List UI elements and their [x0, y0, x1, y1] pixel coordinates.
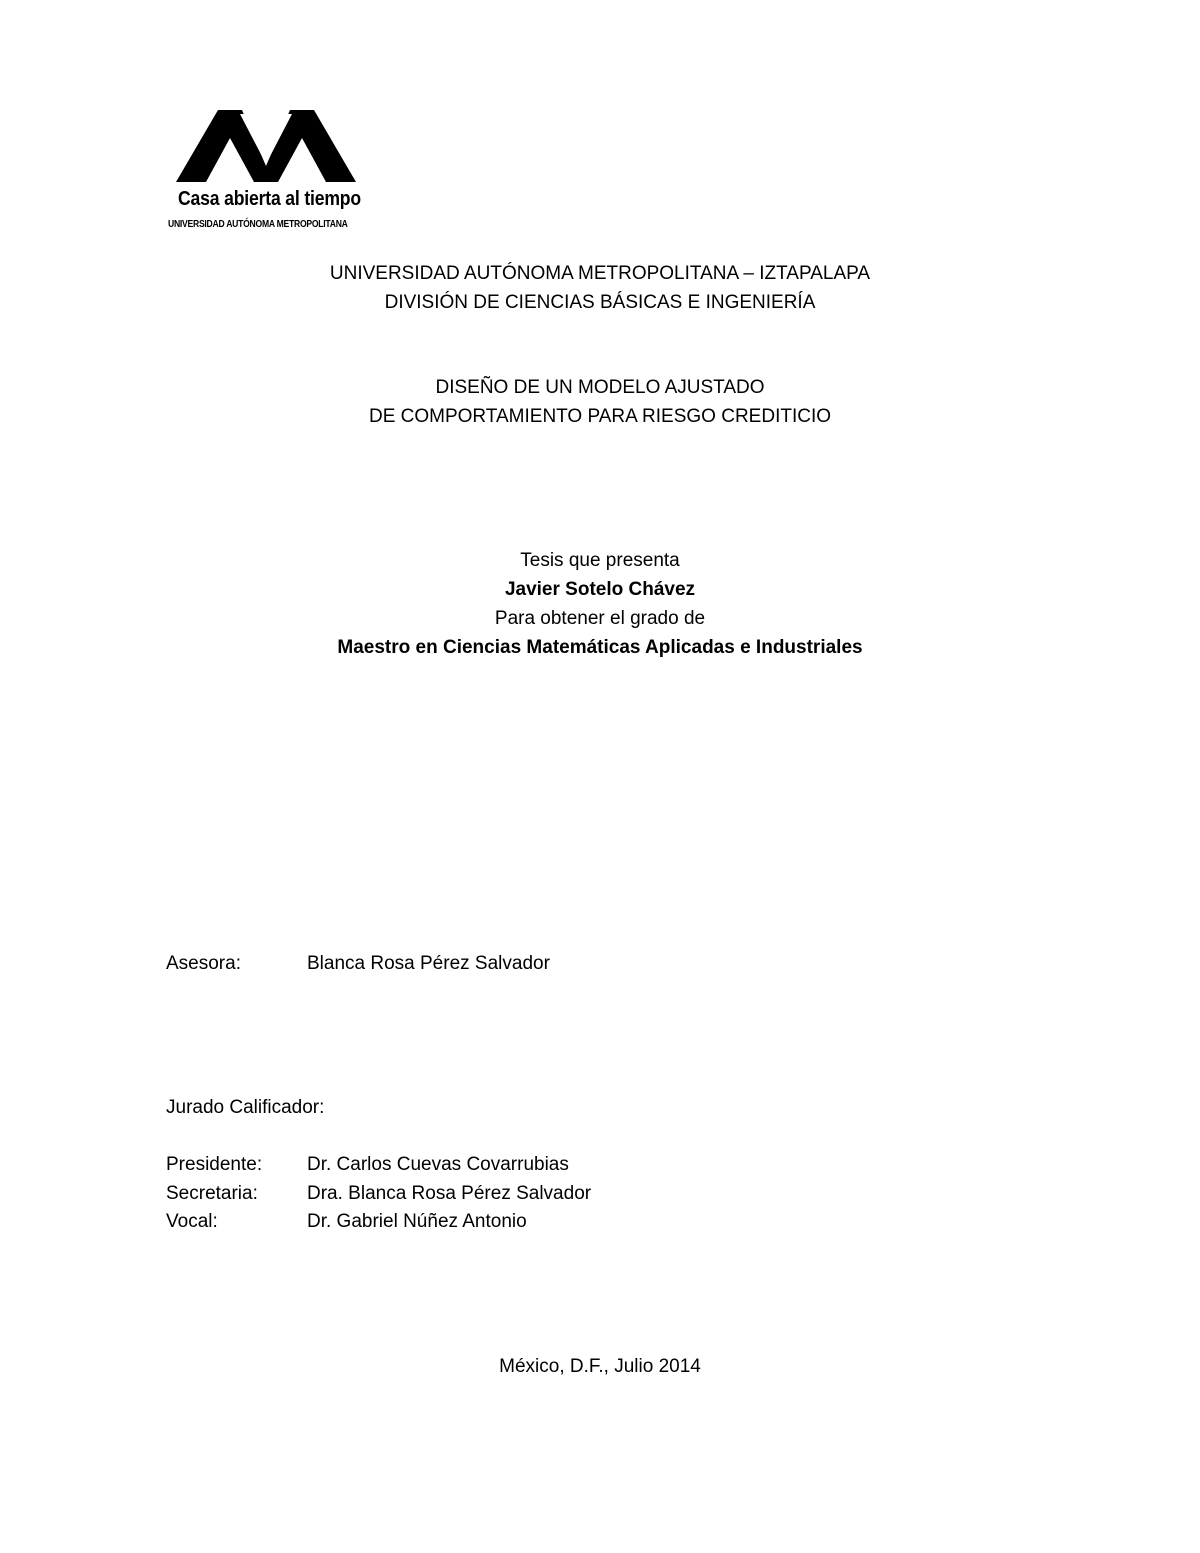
- thesis-title-line1: DISEÑO DE UN MODELO AJUSTADO: [435, 377, 765, 398]
- advisor-name: Blanca Rosa Pérez Salvador: [307, 953, 550, 974]
- thesis-title-line2: DE COMPORTAMIENTO PARA RIESGO CREDITICIO: [368, 406, 832, 427]
- jury-role: Presidente:: [166, 1154, 263, 1175]
- degree-purpose: Para obtener el grado de: [494, 608, 706, 629]
- jury-heading: Jurado Calificador:: [166, 1097, 325, 1118]
- author-name: Javier Sotelo Chávez: [504, 579, 696, 600]
- university-name: UNIVERSIDAD AUTÓNOMA METROPOLITANA – IZTAPALAPA: [329, 263, 871, 284]
- advisor-label: Asesora:: [166, 953, 241, 974]
- jury-member-name: Dra. Blanca Rosa Pérez Salvador: [307, 1183, 592, 1204]
- presentation-intro: Tesis que presenta: [520, 550, 680, 571]
- division-name: DIVISIÓN DE CIENCIAS BÁSICAS E INGENIERÍA: [384, 292, 816, 313]
- logo-subline: UNIVERSIDAD AUTÓNOMA METROPOLITANA: [168, 219, 348, 230]
- jury-member-name: Dr. Carlos Cuevas Covarrubias: [307, 1154, 569, 1175]
- jury-member-name: Dr. Gabriel Núñez Antonio: [307, 1211, 527, 1232]
- place-date: México, D.F., Julio 2014: [499, 1356, 701, 1377]
- logo-tagline: Casa abierta al tiempo: [178, 188, 361, 210]
- uam-logo-icon: [176, 108, 366, 184]
- jury-role: Vocal:: [166, 1211, 218, 1232]
- university-logo: [166, 108, 376, 233]
- jury-role: Secretaria:: [166, 1183, 258, 1204]
- degree-name: Maestro en Ciencias Matemáticas Aplicadas e Industriales: [337, 637, 863, 658]
